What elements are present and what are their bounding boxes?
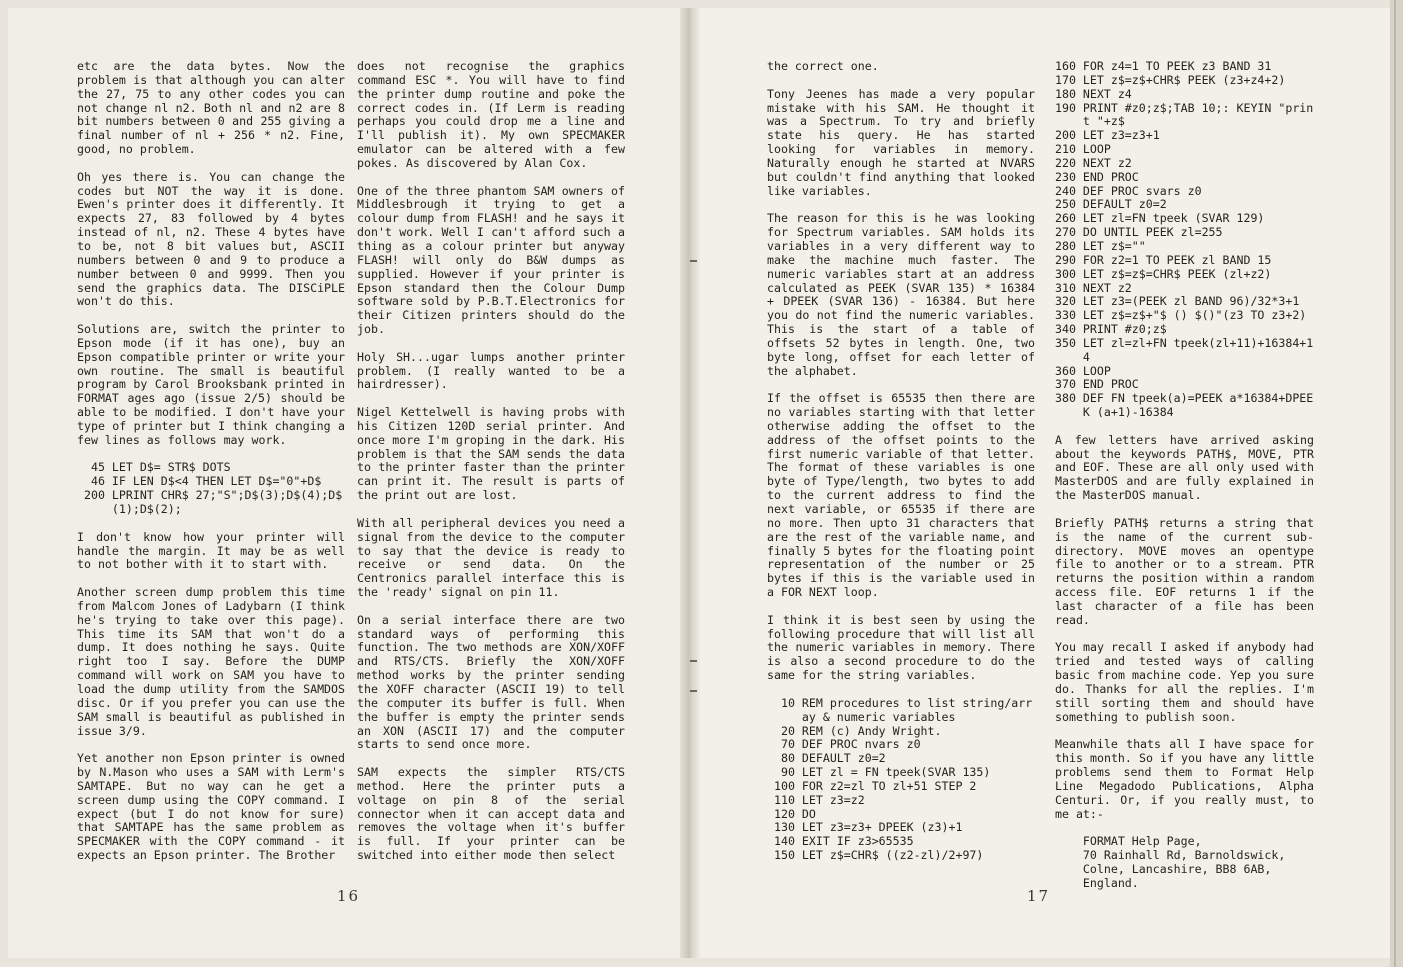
binding-mark	[690, 260, 697, 262]
code-listing: 160 FOR z4=1 TO PEEK z3 BAND 31 170 LET z$=z$+CHR$ PEEK (z3+z4+2) 180 NEXT z4 190 PRINT #z0;z$;TAB 10;: KEYIN "prin t "+z$ 200 LET z3=z3+1 210 LOOP 220 NEXT z2 230 END PROC 240 DEF PROC svars z0 250 DEFAULT z0=2 260 LET zl=FN tpeek (SVAR 129) 270 DO UNTIL PEEK zl=255 280 LET z$="" 290 FOR z2=1 TO PEEK zl BAND 15 300 LET z$=z$=CHR$ PEEK (zl+z2) 310 NEXT z2 320 LET z3=(PEEK zl BAND 96)/32*3+1 330 LET z$=z$+"$ () $()"(z3 TO z3+2) 340 PRINT #z0;z$ 350 LET zl=zl+FN tpeek(zl+11)+16384+1 4 360 LOOP 370 END PROC 380 DEF FN tpeek(a)=PEEK a*16384+DPEE K (a+1)-16384	[1055, 59, 1314, 420]
paragraph: SAM expects the simpler RTS/CTS method. Here the printer puts a voltage on pin 8 of the serial connector when it can accept data and removes the voltage when it's buffer is full. If your printer can be switched into either mode then select	[357, 765, 625, 863]
paragraph: does not recognise the graphics command ESC *. You will have to find the printer dump routine and poke the correct codes in. (If Lerm is reading perhaps you could drop me a line and I'll publish it). My own SPECMAKER emulator can be altered with a few pokes. As discovered by Alan Cox.	[357, 59, 625, 170]
paragraph: I don't know how your printer will handle the margin. It may be as well to not bother with it to start with.	[77, 529, 345, 572]
paragraph: A few letters have arrived asking about the keywords PATH$, MOVE, PTR and EOF. These are all only used with MasterDOS and are fully explained in the MasterDOS manual.	[1055, 432, 1314, 503]
page-number-left: 16	[337, 887, 361, 905]
code-listing: 45 LET D$= STR$ DOTS 46 IF LEN D$<4 THEN LET D$="0"+D$ 200 LPRINT CHR$ 27;"S";D$(3);D$(4);D$ (1);D$(2);	[83, 460, 343, 516]
paragraph: Briefly PATH$ returns a string that is the name of the current sub-directory. MOVE moves an opentype file to another or to a stream. PTR returns the position within a random access file. EOF returns 1 if the last character of a file has been read.	[1055, 515, 1314, 627]
address-block: FORMAT Help Page, 70 Rainhall Rd, Barnoldswick, Colne, Lancashire, BB8 6AB, England.	[1082, 834, 1286, 890]
paragraph: Meanwhile thats all I have space for this month. So if you have any little problems send them to Format Help Line Megadodo Publications, Alpha Centuri. Or, if you really must, to me at:-	[1055, 737, 1314, 821]
paragraph: Nigel Kettelwell is having probs with his Citizen 120D serial printer. And once more I'm groping in the dark. His problem is that the SAM sends the data to the printer faster than the printer can print it. The result is parts of the print out are lost.	[357, 405, 625, 503]
paragraph: I think it is best seen by using the following procedure that will list all the numeric variables in memory. There is also a second procedure to do the same for the string variables.	[767, 612, 1035, 683]
paragraph: One of the three phantom SAM owners of Middlesbrough it trying to get a colour dump from FLASH! and he says it don't work. Well I can't afford such a thing as a colour printer but anyway FLASH! will only do B&W dumps as supplied. However if your printer is Epson standard then the Colour Dump software sold by P.B.T.Electronics for their Citizen printers should do the job.	[357, 183, 625, 337]
paragraph: If the offset is 65535 then there are no variables starting with that letter otherwise adding the offset to the address of the offset points to the first numeric variable of that letter. The format of these variables is one byte of Type/length, two bytes to add to the current address to find the next variable, or 65535 if there are no more. Then upto 31 characters that are the rest of the variable name, and finally 5 bytes for the floating point representation of the number or 25 bytes if this is the variable used in a FOR NEXT loop.	[767, 391, 1035, 600]
right-column-2	[1055, 60, 1314, 904]
page-edge	[1390, 0, 1403, 967]
paragraph: Yet another non Epson printer is owned by N.Mason who uses a SAM with Lerm's SAMTAPE. But no way can he get a screen dump using the COPY command. I expect (but I do not know for sure) that SAMTAPE has the same problem as SPECMAKER with the COPY command - it expects an Epson printer. The Brother	[77, 751, 345, 863]
paragraph: etc are the data bytes. Now the problem is that although you can alter the 27, 75 to any other codes you can not change nl n2. Both nl and n2 are 8 bit numbers between 0 and 255 giving a final number of nl + 256 * n2. Fine, good, no problem.	[77, 59, 345, 157]
right-column-1	[767, 60, 1035, 877]
paragraph: Holy SH...ugar lumps another printer problem. (I really wanted to be a hairdresser).	[357, 349, 625, 392]
page-gutter	[680, 8, 700, 958]
paragraph: You may recall I asked if anybody had tried and tested ways of calling basic from machine code. Yep you sure do. Thanks for all the replies. I'm still sorting them and should have something to publish soon.	[1055, 640, 1314, 724]
page-number-right: 17	[1027, 887, 1051, 905]
paragraph: Solutions are, switch the printer to Epson mode (if it has one), buy an Epson compatible printer or write your own routine. The small is beautiful program by Carol Brooksbank printed in FORMAT ages ago (issue 2/5) should be able to be modified. I don't have your type of printer but I think changing a few lines as follows may work.	[77, 322, 345, 447]
paragraph: Oh yes there is. You can change the codes but NOT the way it is done. Ewen's printer does it differently. It expects 27, 83 followed by 4 bytes instead of nl, n2. These 4 bytes have to be, not 8 bit values but, ASCII numbers between 0 and 9 to produce a number between 0 and 9999. Then you send the graphics data. The DISCiPLE won't do this.	[77, 169, 345, 309]
binding-mark	[690, 660, 697, 662]
binding-mark	[690, 690, 697, 692]
left-column-1	[77, 60, 345, 877]
paragraph: Tony Jeenes has made a very popular mistake with his SAM. He thought it was a Spectrum. To try and briefly state his query. He has started looking for variables in memory. Naturally enough he started at NVARS but couldn't find anything that looked like variables.	[767, 86, 1035, 198]
paragraph: Another screen dump problem this time from Malcom Jones of Ladybarn (I think he's trying to take over this page). This time its SAM that won't do a dump. It does nothing he says. Quite right too I say. Before the DUMP command will work on SAM you have to load the dump utility from the SAMDOS disc. Or if you prefer you can use the SAM small is beautiful as published in issue 3/9.	[77, 585, 345, 738]
code-listing: 10 REM procedures to list string/arr ay & numeric variables 20 REM (c) Andy Wright. 70 DEF PROC nvars z0 80 DEFAULT z0=2 90 LET zl = FN tpeek(SVAR 135) 100 FOR z2=zl TO zl+51 STEP 2 110 LET z3=z2 120 DO 130 LET z3=z3+ DPEEK (z3)+1 140 EXIT IF z3>65535 150 LET z$=CHR$ ((z2-zl)/2+97)	[773, 695, 1033, 863]
left-column-2	[357, 60, 625, 877]
paragraph: The reason for this is he was looking for Spectrum variables. SAM holds its variables in a very different way to make the machine much faster. The numeric variables start at an address calculated as PEEK (SVAR 135) * 16384 + DPEEK (SVAR 136) - 16384. But here you do not find the numeric variables. This is the start of a table of offsets 52 bytes in length. One, two byte long, offset for each letter of the alphabet.	[767, 211, 1035, 378]
paragraph: the correct one.	[767, 59, 879, 73]
paragraph: With all peripheral devices you need a signal from the device to the computer to say that the device is ready to receive or send data. On the Centronics parallel interface this is the 'ready' signal on pin 11.	[357, 515, 625, 600]
paragraph: On a serial interface there are two standard ways of performing this function. The two methods are XON/XOFF and RTS/CTS. Briefly the XON/XOFF method works by the printer sending the XOFF character (ASCII 19) to tell the computer its buffer is full. When the buffer is empty the printer sends an XON (ASCII 17) and the computer starts to send once more.	[357, 612, 625, 752]
